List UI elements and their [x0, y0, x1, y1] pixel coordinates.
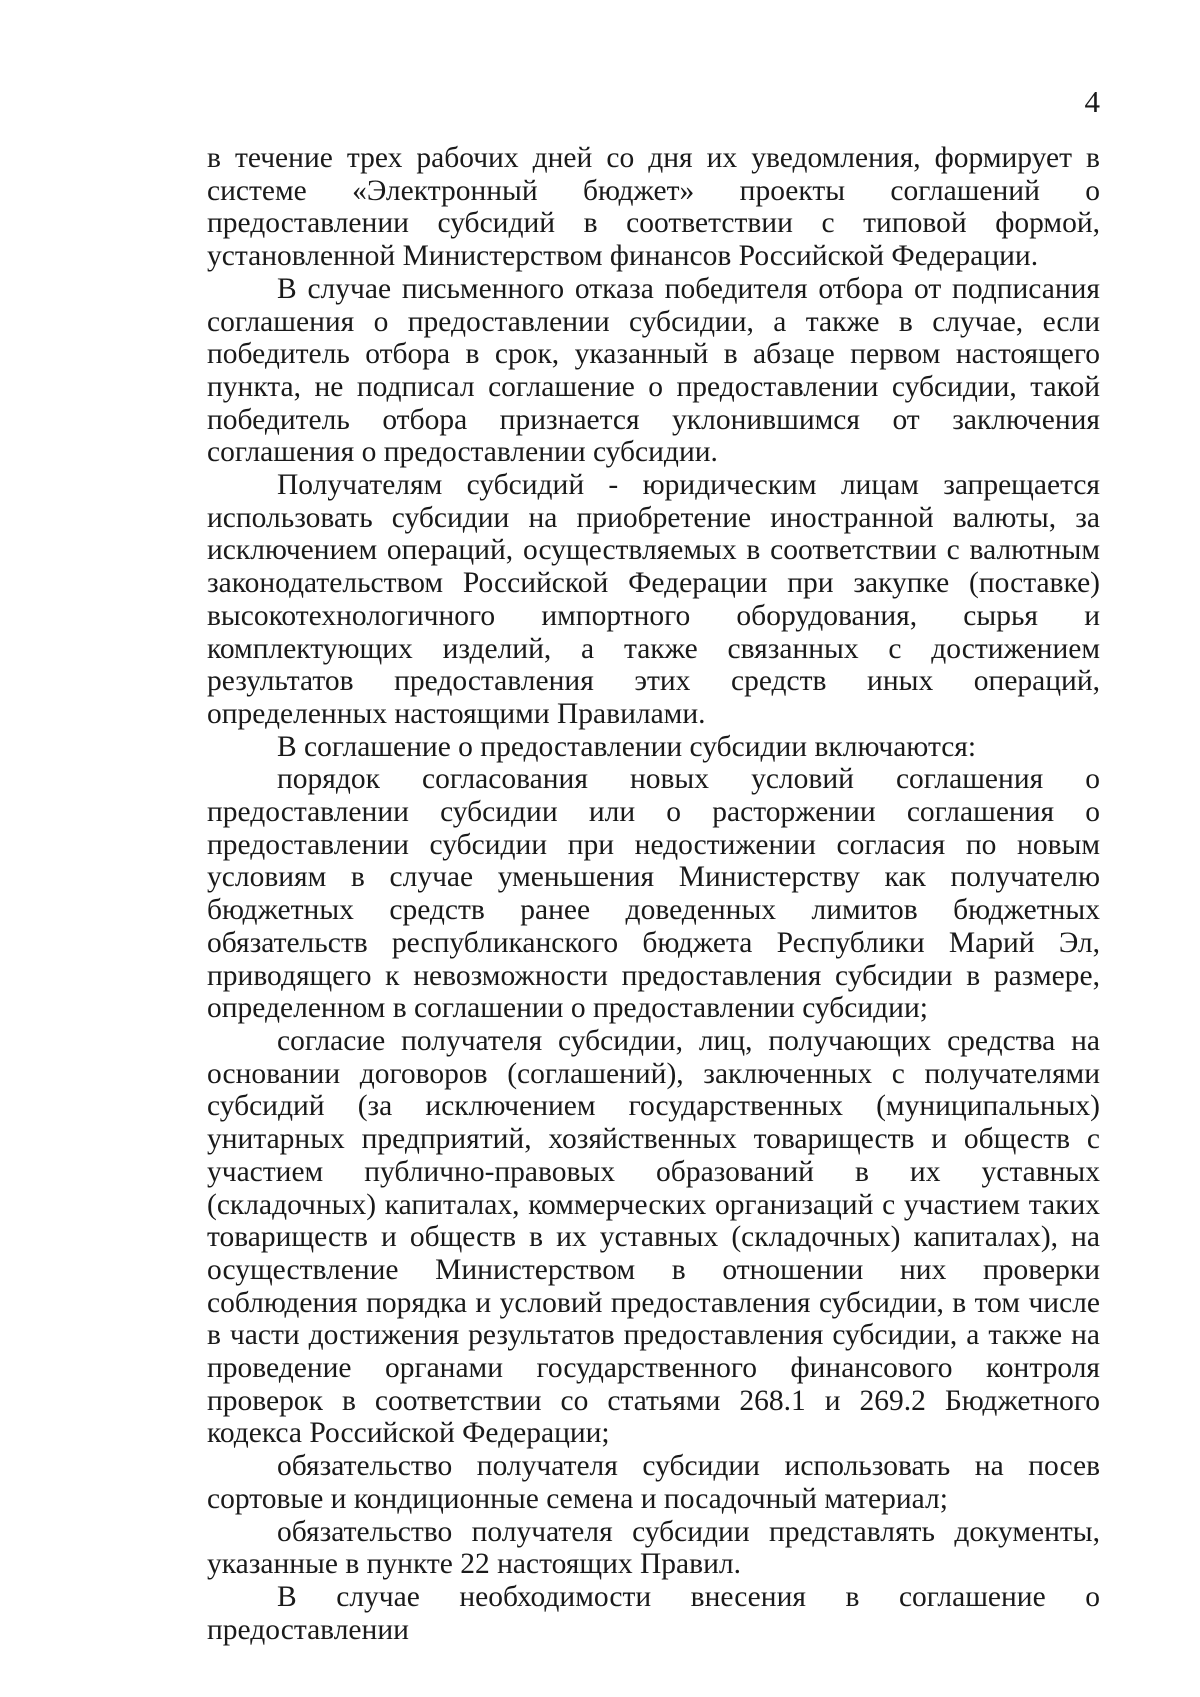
paragraph: порядок согласования новых условий соглашения о предоставлении субсидии или о расторжении соглашения о предоставлении субсидии при недостижении согласия по новым условиям в случае уменьшения Министерству как получателю бюджетных средств ранее доведенных лимитов бюджетных обязательств республиканского бюджета Республики Марий Эл, приводящего к невозможности предоставления субсидии в размере, определенном в соглашении о предоставлении субсидии;: [207, 763, 1100, 1025]
document-body: [207, 142, 1100, 1646]
paragraph: В случае необходимости внесения в соглашение о предоставлении: [207, 1580, 1100, 1646]
page-number: 4: [1084, 84, 1100, 119]
paragraph: обязательство получателя субсидии использовать на посев сортовые и кондиционные семена и посадочный материал;: [207, 1450, 1100, 1515]
paragraph: обязательство получателя субсидии представлять документы, указанные в пункте 22 настоящих Правил.: [207, 1515, 1100, 1581]
paragraph: согласие получателя субсидии, лиц, получающих средства на основании договоров (соглашений), заключенных с получателями субсидий (за исключением государственных (муниципальных) унитарных предприятий, хозяйственных товариществ и обществ с участием публично-правовых образований в их уставных (складочных) капиталах, коммерческих организаций с участием таких товариществ и обществ в их уставных (складочных) капиталах), на осуществление Министерством в отношении них проверки соблюдения порядка и условий предоставления субсидии, в том числе в части достижения результатов предоставления субсидии, а также на проведение органами государственного финансового контроля проверок в соответствии со статьями 268.1 и 269.2 Бюджетного кодекса Российской Федерации;: [207, 1024, 1100, 1450]
paragraph: В соглашение о предоставлении субсидии включаются:: [277, 730, 977, 763]
paragraph: Получателям субсидий - юридическим лицам запрещается использовать субсидии на приобретение иностранной валюты, за исключением операций, осуществляемых в соответствии с валютным законодательством Российской Федерации при закупке (поставке) высокотехнологичного импортного оборудования, сырья и комплектующих изделий, а также связанных с достижением результатов предоставления этих средств иных операций, определенных настоящими Правилами.: [207, 469, 1100, 730]
paragraph: в течение трех рабочих дней со дня их уведомления, формирует в системе «Электронный бюджет» проекты соглашений о предоставлении субсидий в соответствии с типовой формой, установленной Министерством финансов Российской Федерации.: [207, 142, 1100, 273]
paragraph: В случае письменного отказа победителя отбора от подписания соглашения о предоставлении субсидии, а также в случае, если победитель отбора в срок, указанный в абзаце первом настоящего пункта, не подписал соглашение о предоставлении субсидии, такой победитель отбора признается уклонившимся от заключения соглашения о предоставлении субсидии.: [207, 272, 1100, 469]
